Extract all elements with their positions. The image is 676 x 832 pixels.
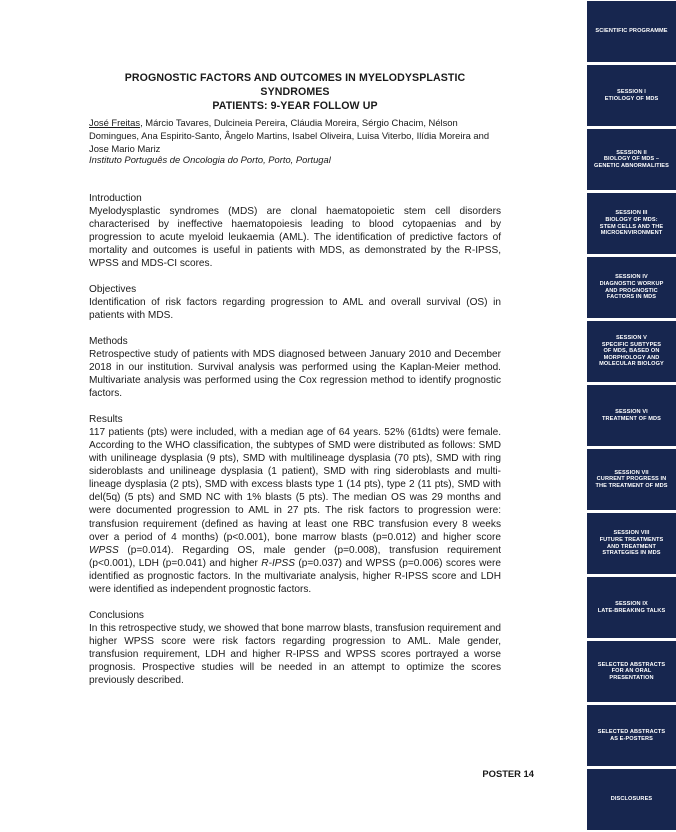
nav-session-2[interactable] (587, 129, 676, 190)
methods-text: Retrospective study of patients with MDS diagnosed between January 2010 and December 2018 in our institution. Survival analysis was performed using the Kaplan-Meier method. Multivariate analysis was performed using the Cox regression method to identify prognostic factors. (89, 348, 501, 400)
nav-disclosures[interactable] (587, 769, 676, 830)
nav-session-1[interactable] (587, 65, 676, 126)
nav-label: SELECTED ABSTRACTS AS E-POSTERS (597, 728, 666, 742)
nav-label: SESSION V SPECIFIC SUBTYPES OF MDS, BASED ON MORPHOLOGY AND MOLECULAR BIOLOGY (599, 335, 664, 368)
nav-session-5[interactable] (587, 321, 676, 382)
results-text-part-3: (p=0.037) and WPSS (p=0.006) scores were identified as prognostic factors. In the multivariate analysis, higher R-IPSS score and LDH were identified as independent prognostic factors. (89, 557, 501, 596)
introduction-section (89, 192, 501, 271)
results-text (89, 426, 501, 596)
nav-session-7[interactable] (587, 449, 676, 510)
poster-number: POSTER 14 (482, 768, 534, 779)
affiliation: Instituto Português de Oncologia do Porto, Porto, Portugal (89, 154, 331, 165)
results-wpss-italic: WPSS (89, 544, 119, 556)
nav-session-8[interactable] (587, 513, 676, 574)
nav-scientific-programme[interactable] (587, 1, 676, 62)
nav-label: SESSION VI TREATMENT OF MDS (602, 408, 661, 422)
results-text-part-1: 117 patients (pts) were included, with a median age of 64 years. 52% (61dts) were female. According to the WHO classification, the subtypes of SMD were distributed as follows: SMD with unilineage dysplasia (9 pts), SMD with multilineage dysplasia (70 pts), SMD with ring sideroblasts and unilineage dysplasia (1 patient), SMD with ring sideroblasts and multi-lineage dysplasia (2 pts), SMD with excess blasts type 1 (14 pts), type 2 (11 pts), SMD with del(5q) (5 pts) and SMD NC with 1% blasts (5 pts). The median OS was 29 months and were documented progression to AML in 27 pts. The risk factors to progression were: transfusion requirement (defined as having at least one RBC transfusion every 8 weeks over a period of 4 months) (p<0.001), bone marrow blasts (p=0.012) and higher score (89, 426, 501, 543)
nav-label: SESSION VIII FUTURE TREATMENTS AND TREATMENT STRATEGIES IN MDS (599, 530, 664, 557)
methods-heading: Methods (89, 335, 128, 347)
objectives-text: Identification of risk factors regarding progression to AML and overall survival (OS) in patients with MDS. (89, 297, 501, 322)
nav-label: SELECTED ABSTRACTS FOR AN ORAL PRESENTATION (597, 661, 666, 681)
nav-session-3[interactable] (587, 193, 676, 254)
session-sidebar (587, 0, 676, 832)
nav-label: SESSION I ETIOLOGY OF MDS (604, 88, 659, 102)
nav-label: SESSION II BIOLOGY OF MDS – GENETIC ABNORMALITIES (594, 149, 669, 169)
results-section (89, 413, 501, 596)
paper-title (89, 71, 501, 113)
nav-label: SCIENTIFIC PROGRAMME (595, 28, 668, 35)
paper-title-text: PROGNOSTIC FACTORS AND OUTCOMES IN MYELODYSPLASTIC SYNDROMES PATIENTS: 9-YEAR FOLLOW UP (124, 72, 466, 112)
other-authors: , Márcio Tavares, Dulcineia Pereira, Cláudia Moreira, Sérgio Chacim, Nélson Domingues, Ana Espirito-Santo, Ângelo Martins, Isabel Oliveira, Luisa Viterbo, Ilídia Moreira and Jose Mario Mariz (89, 117, 490, 154)
nav-session-9[interactable] (587, 577, 676, 638)
results-heading: Results (89, 413, 123, 425)
nav-label: SESSION VII CURRENT PROGRESS IN THE TREATMENT OF MDS (595, 469, 668, 489)
nav-label: SESSION IX LATE-BREAKING TALKS (597, 600, 666, 614)
nav-selected-oral[interactable] (587, 641, 676, 702)
objectives-section (89, 283, 501, 322)
conclusions-text: In this retrospective study, we showed that bone marrow blasts, transfusion requirement and higher WPSS score were risk factors regarding progression to AML. Male gender, transfusion requirement, LDH and higher R-IPSS and WPSS scores portrayed a worse prognosis. Prospective studies will be needed in an attempt to optimize the scores previously described. (89, 622, 501, 687)
nav-session-6[interactable] (587, 385, 676, 446)
introduction-text: Myelodysplastic syndromes (MDS) are clonal haematopoietic stem cell disorders characterised by ineffective haematopoiesis leading to blood cytopaenias and by progression to acute myeloid leukaemia (AML). The identification of predictive factors of mortality and outcomes is useful in patients with MDS, as demonstrated by the R-IPSS, WPSS and MDS-CI scores. (89, 206, 501, 270)
nav-label: DISCLOSURES (610, 796, 653, 803)
conclusions-section (89, 609, 501, 688)
nav-selected-eposters[interactable] (587, 705, 676, 766)
nav-session-4[interactable] (587, 257, 676, 318)
introduction-heading: Introduction (89, 193, 142, 204)
abstract-body (89, 192, 501, 700)
nav-label: SESSION IV DIAGNOSTIC WORKUP AND PROGNOSTIC FACTORS IN MDS (599, 274, 664, 301)
methods-section (89, 335, 501, 400)
nav-label: SESSION III BIOLOGY OF MDS: STEM CELLS AND THE MICROENVIRONMENT (599, 210, 664, 237)
results-text-part-2: (p=0.014). Regarding OS, male gender (p=0.008), transfusion requirement (p<0.001), LDH (p=0.041) and higher (89, 544, 501, 569)
conclusions-heading: Conclusions (89, 609, 144, 621)
objectives-heading: Objectives (89, 284, 137, 296)
results-ripss-italic: R-IPSS (261, 557, 295, 569)
author-list (89, 116, 501, 155)
presenting-author: José Freitas (89, 117, 141, 128)
